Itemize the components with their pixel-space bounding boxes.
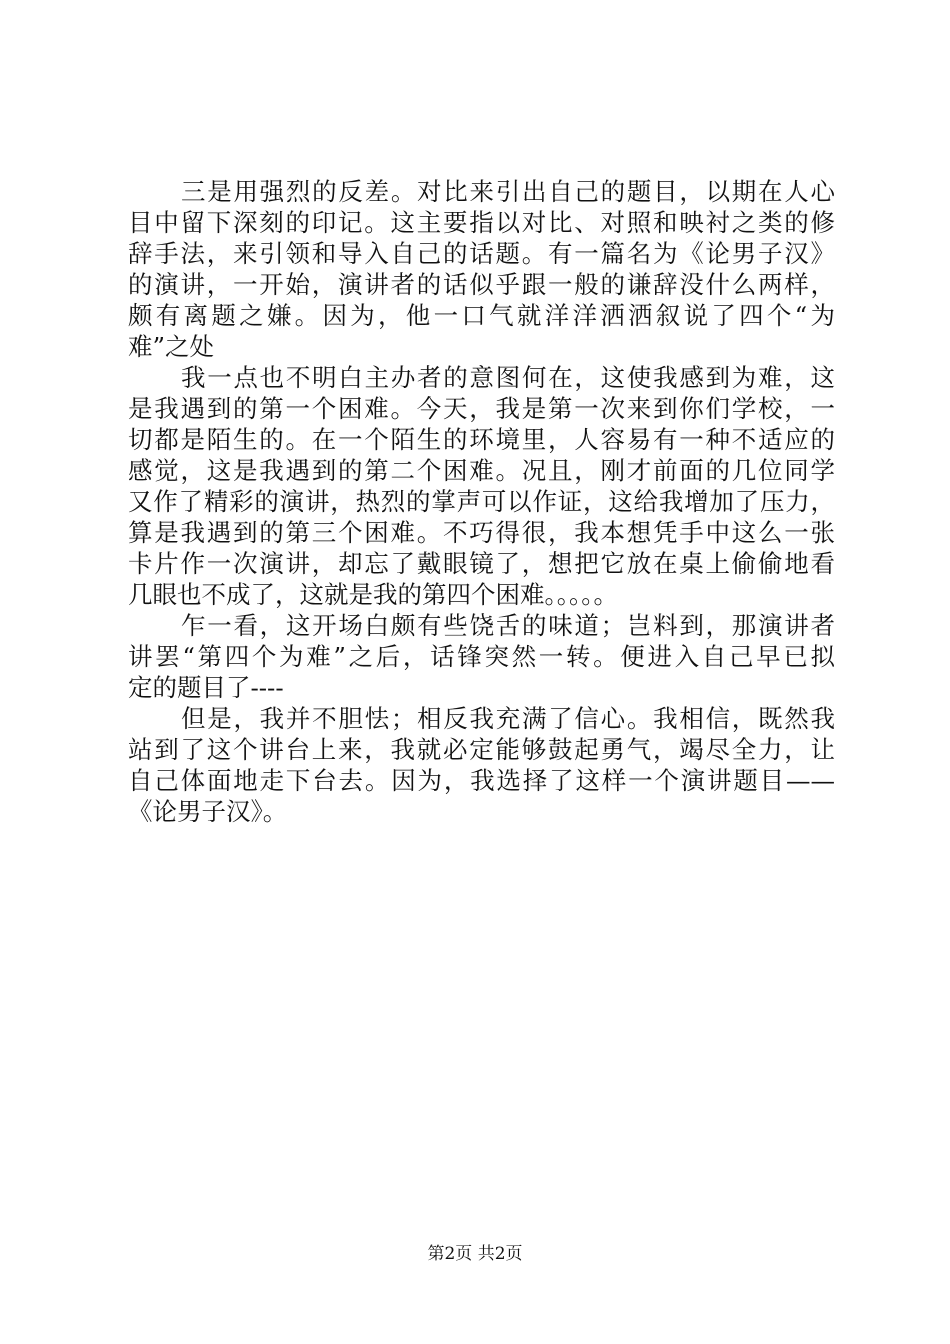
- paragraph-2: [128, 362, 835, 610]
- text-line: 感觉，这是我遇到的第二个困难。况且，刚才前面的几位同学: [128, 456, 835, 485]
- text-line: 定的题目了----: [128, 673, 284, 702]
- document-body: [128, 176, 835, 827]
- text-line: 几眼也不成了，这就是我的第四个困难。。。。。: [128, 580, 618, 609]
- text-line: 又作了精彩的演讲，热烈的掌声可以作证，这给我增加了压力，: [128, 487, 835, 516]
- text-line: 《论男子汉》。: [128, 797, 288, 826]
- text-line: 目中留下深刻的印记。这主要指以对比、对照和映衬之类的修: [128, 208, 835, 237]
- text-line: 乍一看，这开场白颇有些饶舌的味道；岂料到，那演讲者: [181, 611, 835, 640]
- text-line: 讲罢“第四个为难”之后，话锋突然一转。便进入自己早已拟: [128, 642, 835, 671]
- page-number-label: 第2页 共2页: [427, 1244, 523, 1264]
- paragraph-3: [128, 610, 835, 703]
- text-line: 自己体面地走下台去。因为，我选择了这样一个演讲题目——: [128, 766, 835, 795]
- text-line: 但是，我并不胆怯；相反我充满了信心。我相信，既然我: [181, 704, 835, 733]
- text-line: 是我遇到的第一个困难。今天，我是第一次来到你们学校，一: [128, 394, 835, 423]
- text-line: 三是用强烈的反差。对比来引出自己的题目，以期在人心: [181, 177, 835, 206]
- paragraph-1: [128, 176, 835, 362]
- text-line: 辞手法，来引领和导入自己的话题。有一篇名为《论男子汉》: [128, 239, 835, 268]
- text-line: 我一点也不明白主办者的意图何在，这使我感到为难，这: [181, 363, 835, 392]
- text-line: 切都是陌生的。在一个陌生的环境里，人容易有一种不适应的: [128, 425, 835, 454]
- text-line: 站到了这个讲台上来，我就必定能够鼓起勇气，竭尽全力，让: [128, 735, 835, 764]
- page-footer: [0, 1243, 950, 1265]
- text-line: 算是我遇到的第三个困难。不巧得很，我本想凭手中这么一张: [128, 518, 835, 547]
- text-line: 难”之处: [128, 332, 215, 361]
- text-line: 颇有离题之嫌。因为，他一口气就洋洋洒洒叙说了四个“为: [128, 301, 835, 330]
- text-line: 的演讲，一开始，演讲者的话似乎跟一般的谦辞没什么两样，: [128, 270, 835, 299]
- text-line: 卡片作一次演讲，却忘了戴眼镜了，想把它放在桌上偷偷地看: [128, 549, 835, 578]
- paragraph-4: [128, 703, 835, 827]
